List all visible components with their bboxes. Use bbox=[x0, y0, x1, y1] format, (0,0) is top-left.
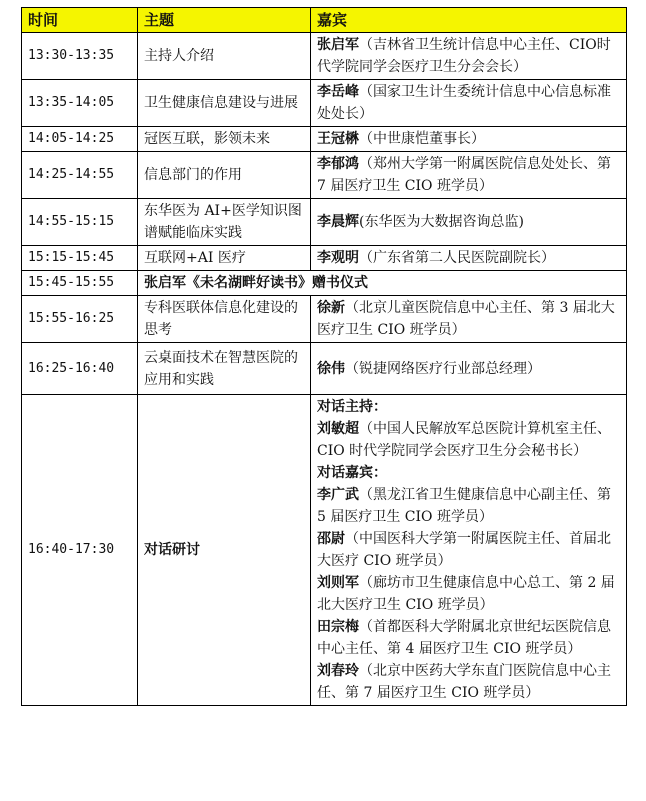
header-time: 时间 bbox=[22, 8, 138, 33]
guest-desc: (东华医为大数据咨询总监) bbox=[359, 214, 524, 230]
dialogue-guests bbox=[311, 395, 627, 706]
row-time: 16:25-16:40 bbox=[22, 343, 138, 395]
row-guest bbox=[311, 152, 627, 199]
row-topic: 主持人介绍 bbox=[138, 33, 311, 80]
guest-name: 徐新 bbox=[317, 300, 345, 316]
header-row bbox=[22, 8, 627, 33]
guest-desc: （黑龙江省卫生健康信息中心副主任、第 5 届医疗卫生 CIO 班学员） bbox=[317, 487, 611, 525]
row-guest bbox=[311, 246, 627, 271]
table-row bbox=[22, 33, 627, 80]
guest-desc: （中国人民解放军总医院计算机室主任、CIO 时代学院同学会医疗卫生分会秘书长） bbox=[317, 421, 611, 459]
row-guest bbox=[311, 80, 627, 127]
row-time: 14:25-14:55 bbox=[22, 152, 138, 199]
guest-desc: （中世康恺董事长） bbox=[359, 131, 485, 147]
guest-desc: （吉林省卫生统计信息中心主任、CIO时代学院同学会医疗卫生分会会长） bbox=[317, 37, 611, 75]
row-time: 15:15-15:45 bbox=[22, 246, 138, 271]
dialogue-guests-label: 对话嘉宾： bbox=[317, 465, 387, 481]
row-guest bbox=[311, 343, 627, 395]
guest-desc: （廊坊市卫生健康信息中心总工、第 2 届北大医疗卫生 CIO 班学员） bbox=[317, 575, 615, 613]
row-guest bbox=[311, 296, 627, 343]
dialogue-guest bbox=[317, 484, 620, 528]
agenda-table bbox=[21, 7, 627, 706]
guest-name: 李晨辉 bbox=[317, 214, 359, 230]
guest-desc: （锐捷网络医疗行业部总经理） bbox=[345, 360, 541, 377]
agenda-table-wrapper bbox=[21, 7, 626, 706]
guest-name: 张启军 bbox=[317, 37, 359, 53]
table-row bbox=[22, 296, 627, 343]
dialogue-guest bbox=[317, 528, 620, 572]
dialogue-guest bbox=[317, 616, 620, 660]
guest-name: 徐伟 bbox=[317, 360, 345, 377]
row-time: 13:30-13:35 bbox=[22, 33, 138, 80]
table-row bbox=[22, 246, 627, 271]
row-topic: 信息部门的作用 bbox=[138, 152, 311, 199]
row-guest bbox=[311, 33, 627, 80]
dialogue-guest bbox=[317, 572, 620, 616]
row-topic: 冠医互联，影领未来 bbox=[138, 127, 311, 152]
guest-name: 刘春玲 bbox=[317, 663, 359, 679]
row-time: 14:05-14:25 bbox=[22, 127, 138, 152]
row-time: 15:55-16:25 bbox=[22, 296, 138, 343]
guest-desc: （首都医科大学附属北京世纪坛医院信息中心主任、第 4 届医疗卫生 CIO 班学员） bbox=[317, 619, 611, 657]
row-guest bbox=[311, 199, 627, 246]
row-topic: 卫生健康信息建设与进展 bbox=[138, 80, 311, 127]
guest-desc: （中国医科大学第一附属医院主任、首届北大医疗 CIO 班学员） bbox=[317, 531, 611, 569]
row-time: 13:35-14:05 bbox=[22, 80, 138, 127]
ceremony-title: 张启军《未名湖畔好读书》赠书仪式 bbox=[138, 271, 627, 296]
guest-name: 刘则军 bbox=[317, 575, 359, 591]
dialogue-host-label: 对话主持： bbox=[317, 399, 387, 415]
row-topic: 专科医联体信息化建设的思考 bbox=[138, 296, 311, 343]
table-row bbox=[22, 152, 627, 199]
guest-desc: （北京中医药大学东直门医院信息中心主任、第 7 届医疗卫生 CIO 班学员） bbox=[317, 663, 611, 701]
row-time: 15:45-15:55 bbox=[22, 271, 138, 296]
table-row bbox=[22, 127, 627, 152]
dialogue-topic: 对话研讨 bbox=[138, 395, 311, 706]
row-time: 16:40-17:30 bbox=[22, 395, 138, 706]
guest-name: 刘敏超 bbox=[317, 421, 359, 437]
guest-name: 邵尉 bbox=[317, 531, 345, 547]
row-topic: 互联网+AI 医疗 bbox=[138, 246, 311, 271]
guest-name: 李广武 bbox=[317, 487, 359, 503]
header-topic: 主题 bbox=[138, 8, 311, 33]
header-guest: 嘉宾 bbox=[311, 8, 627, 33]
guest-desc: （国家卫生计生委统计信息中心信息标准处处长） bbox=[317, 84, 611, 122]
table-row bbox=[22, 343, 627, 395]
row-topic: 东华医为 AI+医学知识图谱赋能临床实践 bbox=[138, 199, 311, 246]
dialogue-guest bbox=[317, 660, 620, 704]
guest-name: 李郁鸿 bbox=[317, 156, 359, 172]
guest-desc: （广东省第二人民医院副院长） bbox=[359, 250, 555, 266]
guest-name: 李岳峰 bbox=[317, 84, 359, 100]
guest-name: 王冠楙 bbox=[317, 131, 359, 147]
guest-name: 李观明 bbox=[317, 250, 359, 266]
guest-name: 田宗梅 bbox=[317, 619, 359, 635]
guest-desc: （郑州大学第一附属医院信息处处长、第 7 届医疗卫生 CIO 班学员） bbox=[317, 156, 611, 194]
table-row bbox=[22, 271, 627, 296]
table-row bbox=[22, 80, 627, 127]
dialogue-host bbox=[317, 418, 620, 462]
row-topic: 云桌面技术在智慧医院的应用和实践 bbox=[138, 343, 311, 395]
row-guest bbox=[311, 127, 627, 152]
guest-desc: （北京儿童医院信息中心主任、第 3 届北大医疗卫生 CIO 班学员） bbox=[317, 300, 615, 338]
agenda-body bbox=[22, 33, 627, 706]
table-row bbox=[22, 199, 627, 246]
row-time: 14:55-15:15 bbox=[22, 199, 138, 246]
dialogue-row bbox=[22, 395, 627, 706]
